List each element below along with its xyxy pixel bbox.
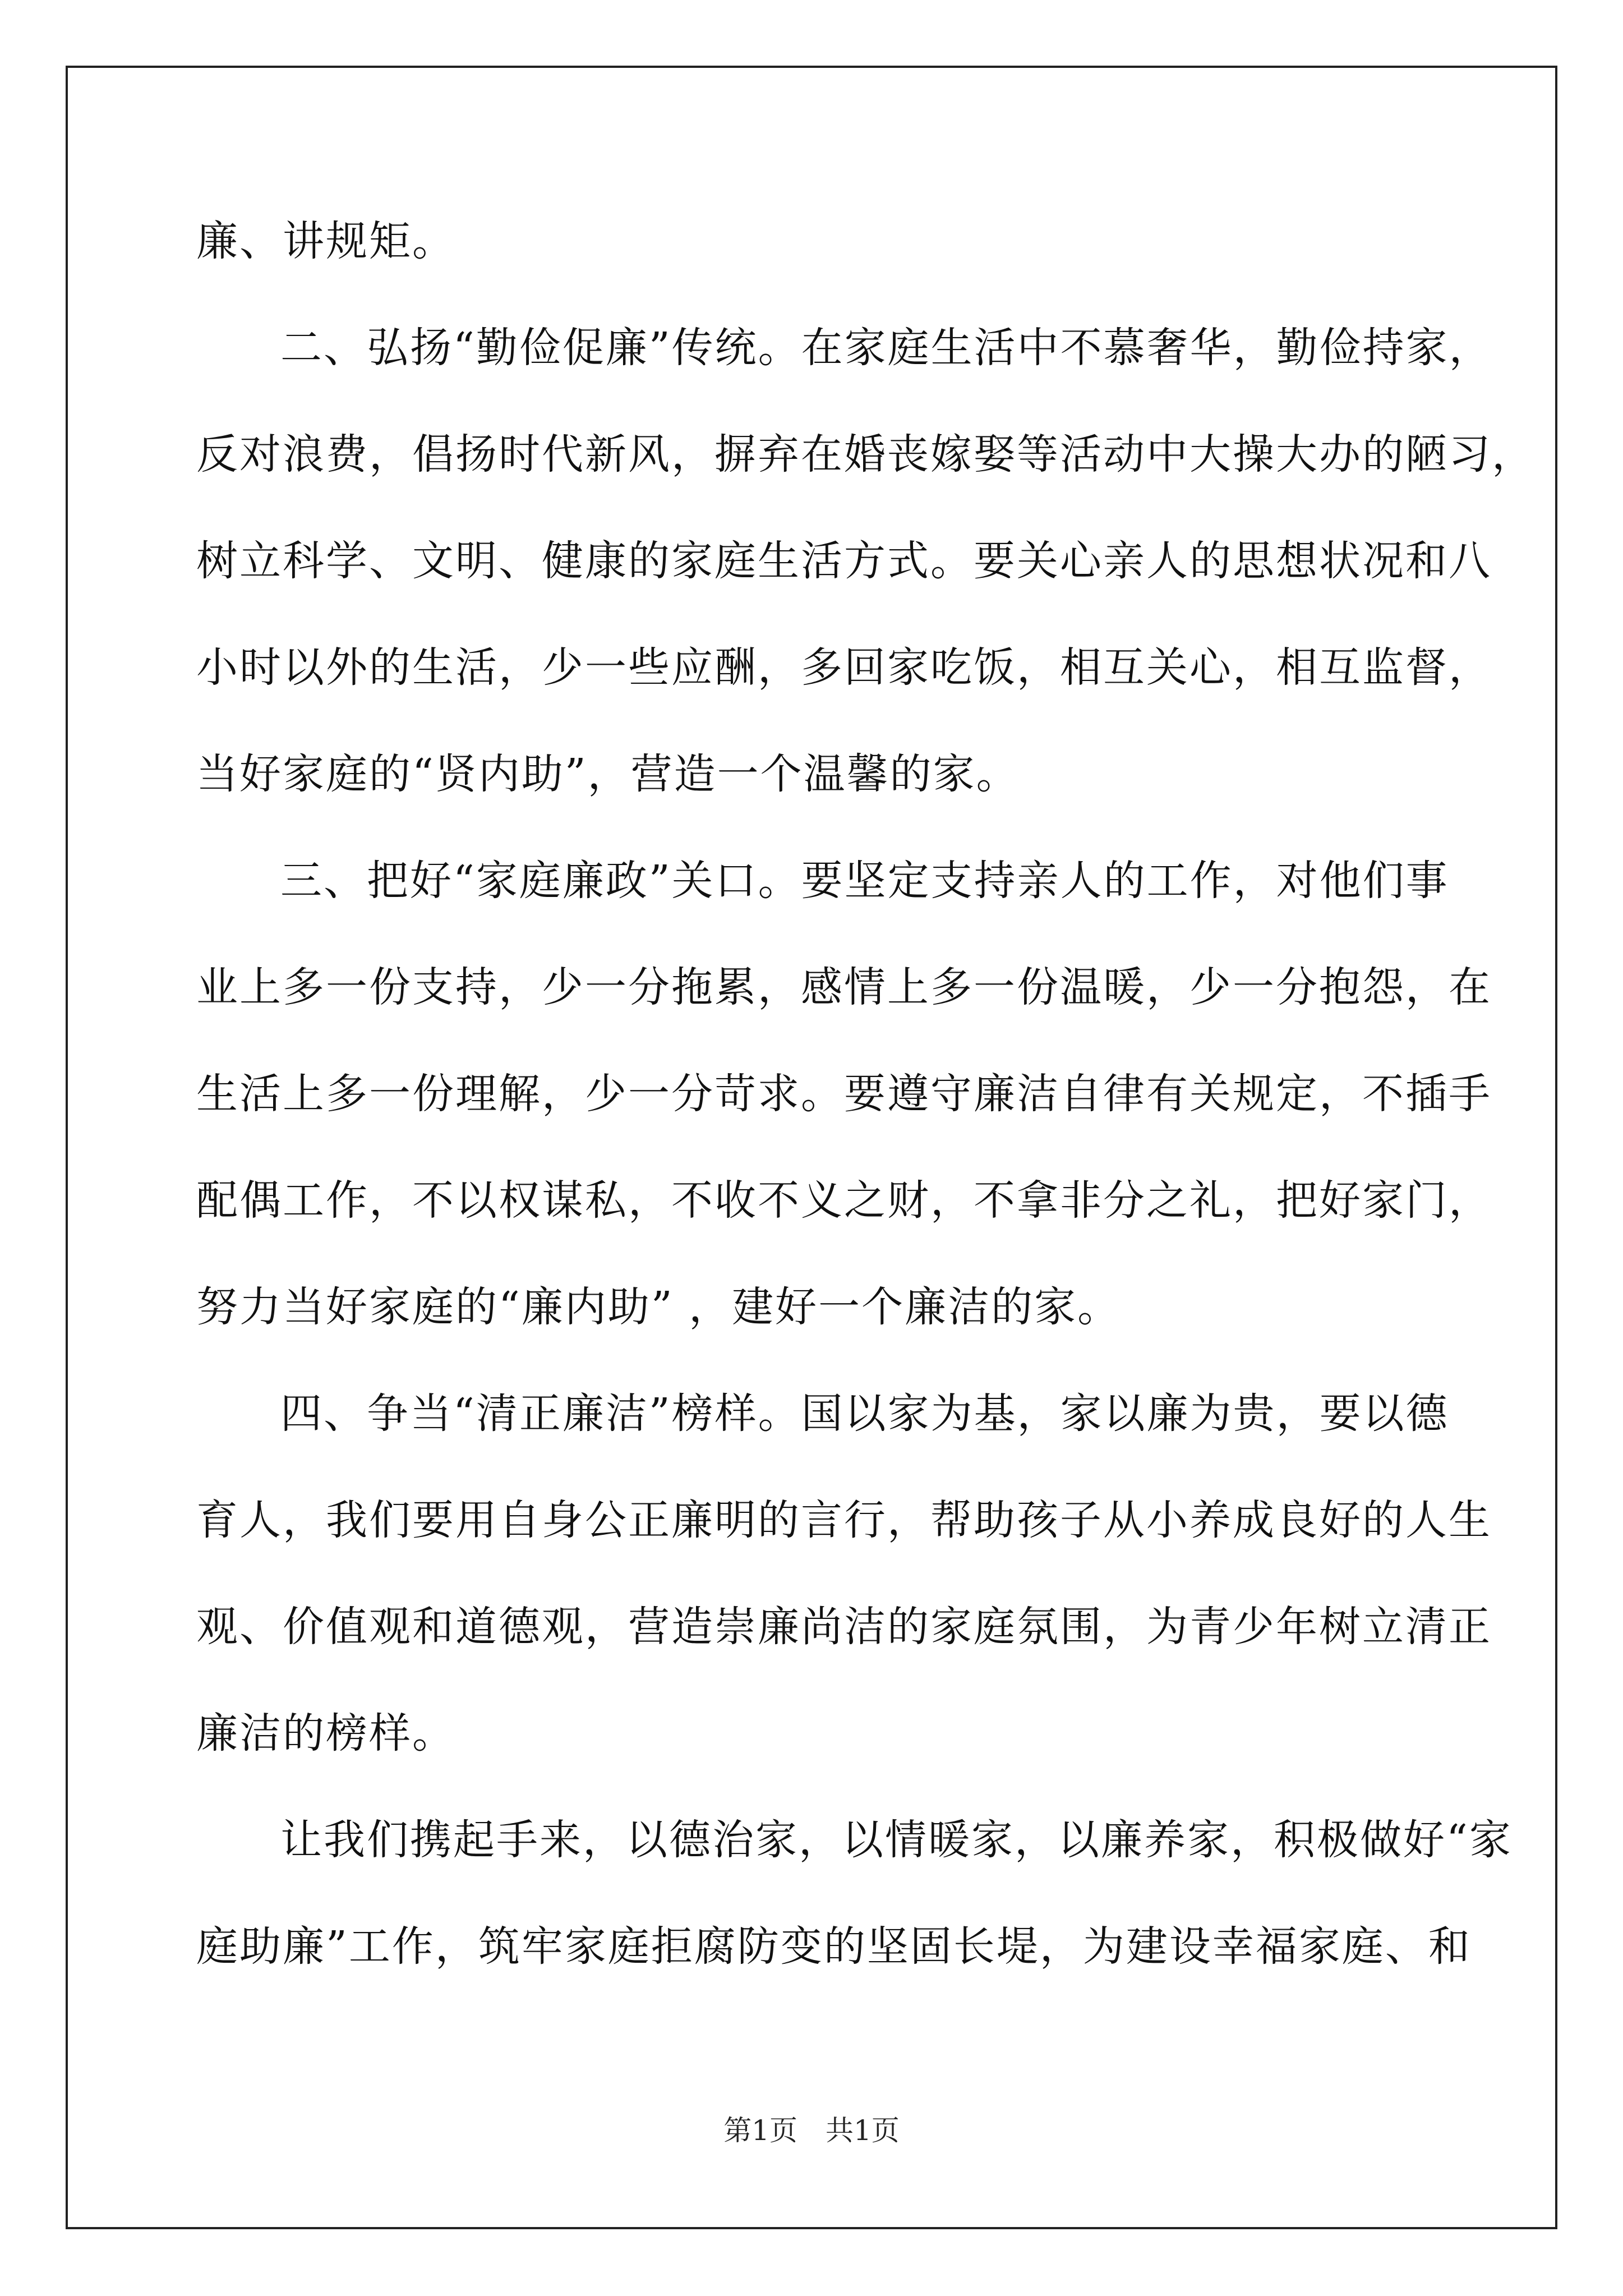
text-line: 廉洁的榜样。 — [196, 1709, 455, 1757]
text-line: 配偶工作，不以权谋私，不收不义之财，不拿非分之礼，把好家门， — [196, 1176, 1492, 1225]
paragraph-start-line: 三、把好“家庭廉政”关口。要坚定支持亲人的工作，对他们事 — [280, 857, 1449, 905]
text-line: 观、价值观和道德观，营造崇廉尚洁的家庭氛围，为青少年树立清正 — [196, 1603, 1492, 1651]
paragraph-start-line: 让我们携起手来，以德治家，以情暖家，以廉养家，积极做好“家 — [280, 1816, 1513, 1864]
paragraph-start-line: 四、争当“清正廉洁”榜样。国以家为基，家以廉为贵，要以德 — [280, 1389, 1449, 1438]
text-line: 廉、讲规矩。 — [196, 217, 455, 265]
paragraph-start-line: 二、弘扬“勤俭促廉”传统。在家庭生活中不慕奢华，勤俭持家， — [280, 324, 1492, 372]
text-line: 庭助廉”工作，筑牢家庭拒腐防变的坚固长堤，为建设幸福家庭、和 — [196, 1922, 1472, 1971]
text-line: 树立科学、文明、健康的家庭生活方式。要关心亲人的思想状况和八 — [196, 537, 1492, 585]
text-line: 小时以外的生活，少一些应酬，多回家吃饭，相互关心，相互监督， — [196, 643, 1492, 692]
page-border — [66, 66, 1557, 2229]
text-line: 业上多一份支持，少一分拖累，感情上多一份温暖，少一分抱怨，在 — [196, 963, 1492, 1011]
text-line: 努力当好家庭的“廉内助” ，建好一个廉洁的家。 — [196, 1283, 1121, 1331]
text-line: 育人，我们要用自身公正廉明的言行，帮助孩子从小养成良好的人生 — [196, 1496, 1492, 1544]
text-line: 当好家庭的“贤内助”，营造一个温馨的家。 — [196, 750, 1020, 798]
text-line: 反对浪费，倡扬时代新风，摒弃在婚丧嫁娶等活动中大操大办的陋习， — [196, 430, 1535, 478]
text-line: 生活上多一份理解，少一分苛求。要遵守廉洁自律有关规定，不插手 — [196, 1070, 1492, 1118]
page-footer: 第1页 共1页 — [723, 2114, 900, 2147]
